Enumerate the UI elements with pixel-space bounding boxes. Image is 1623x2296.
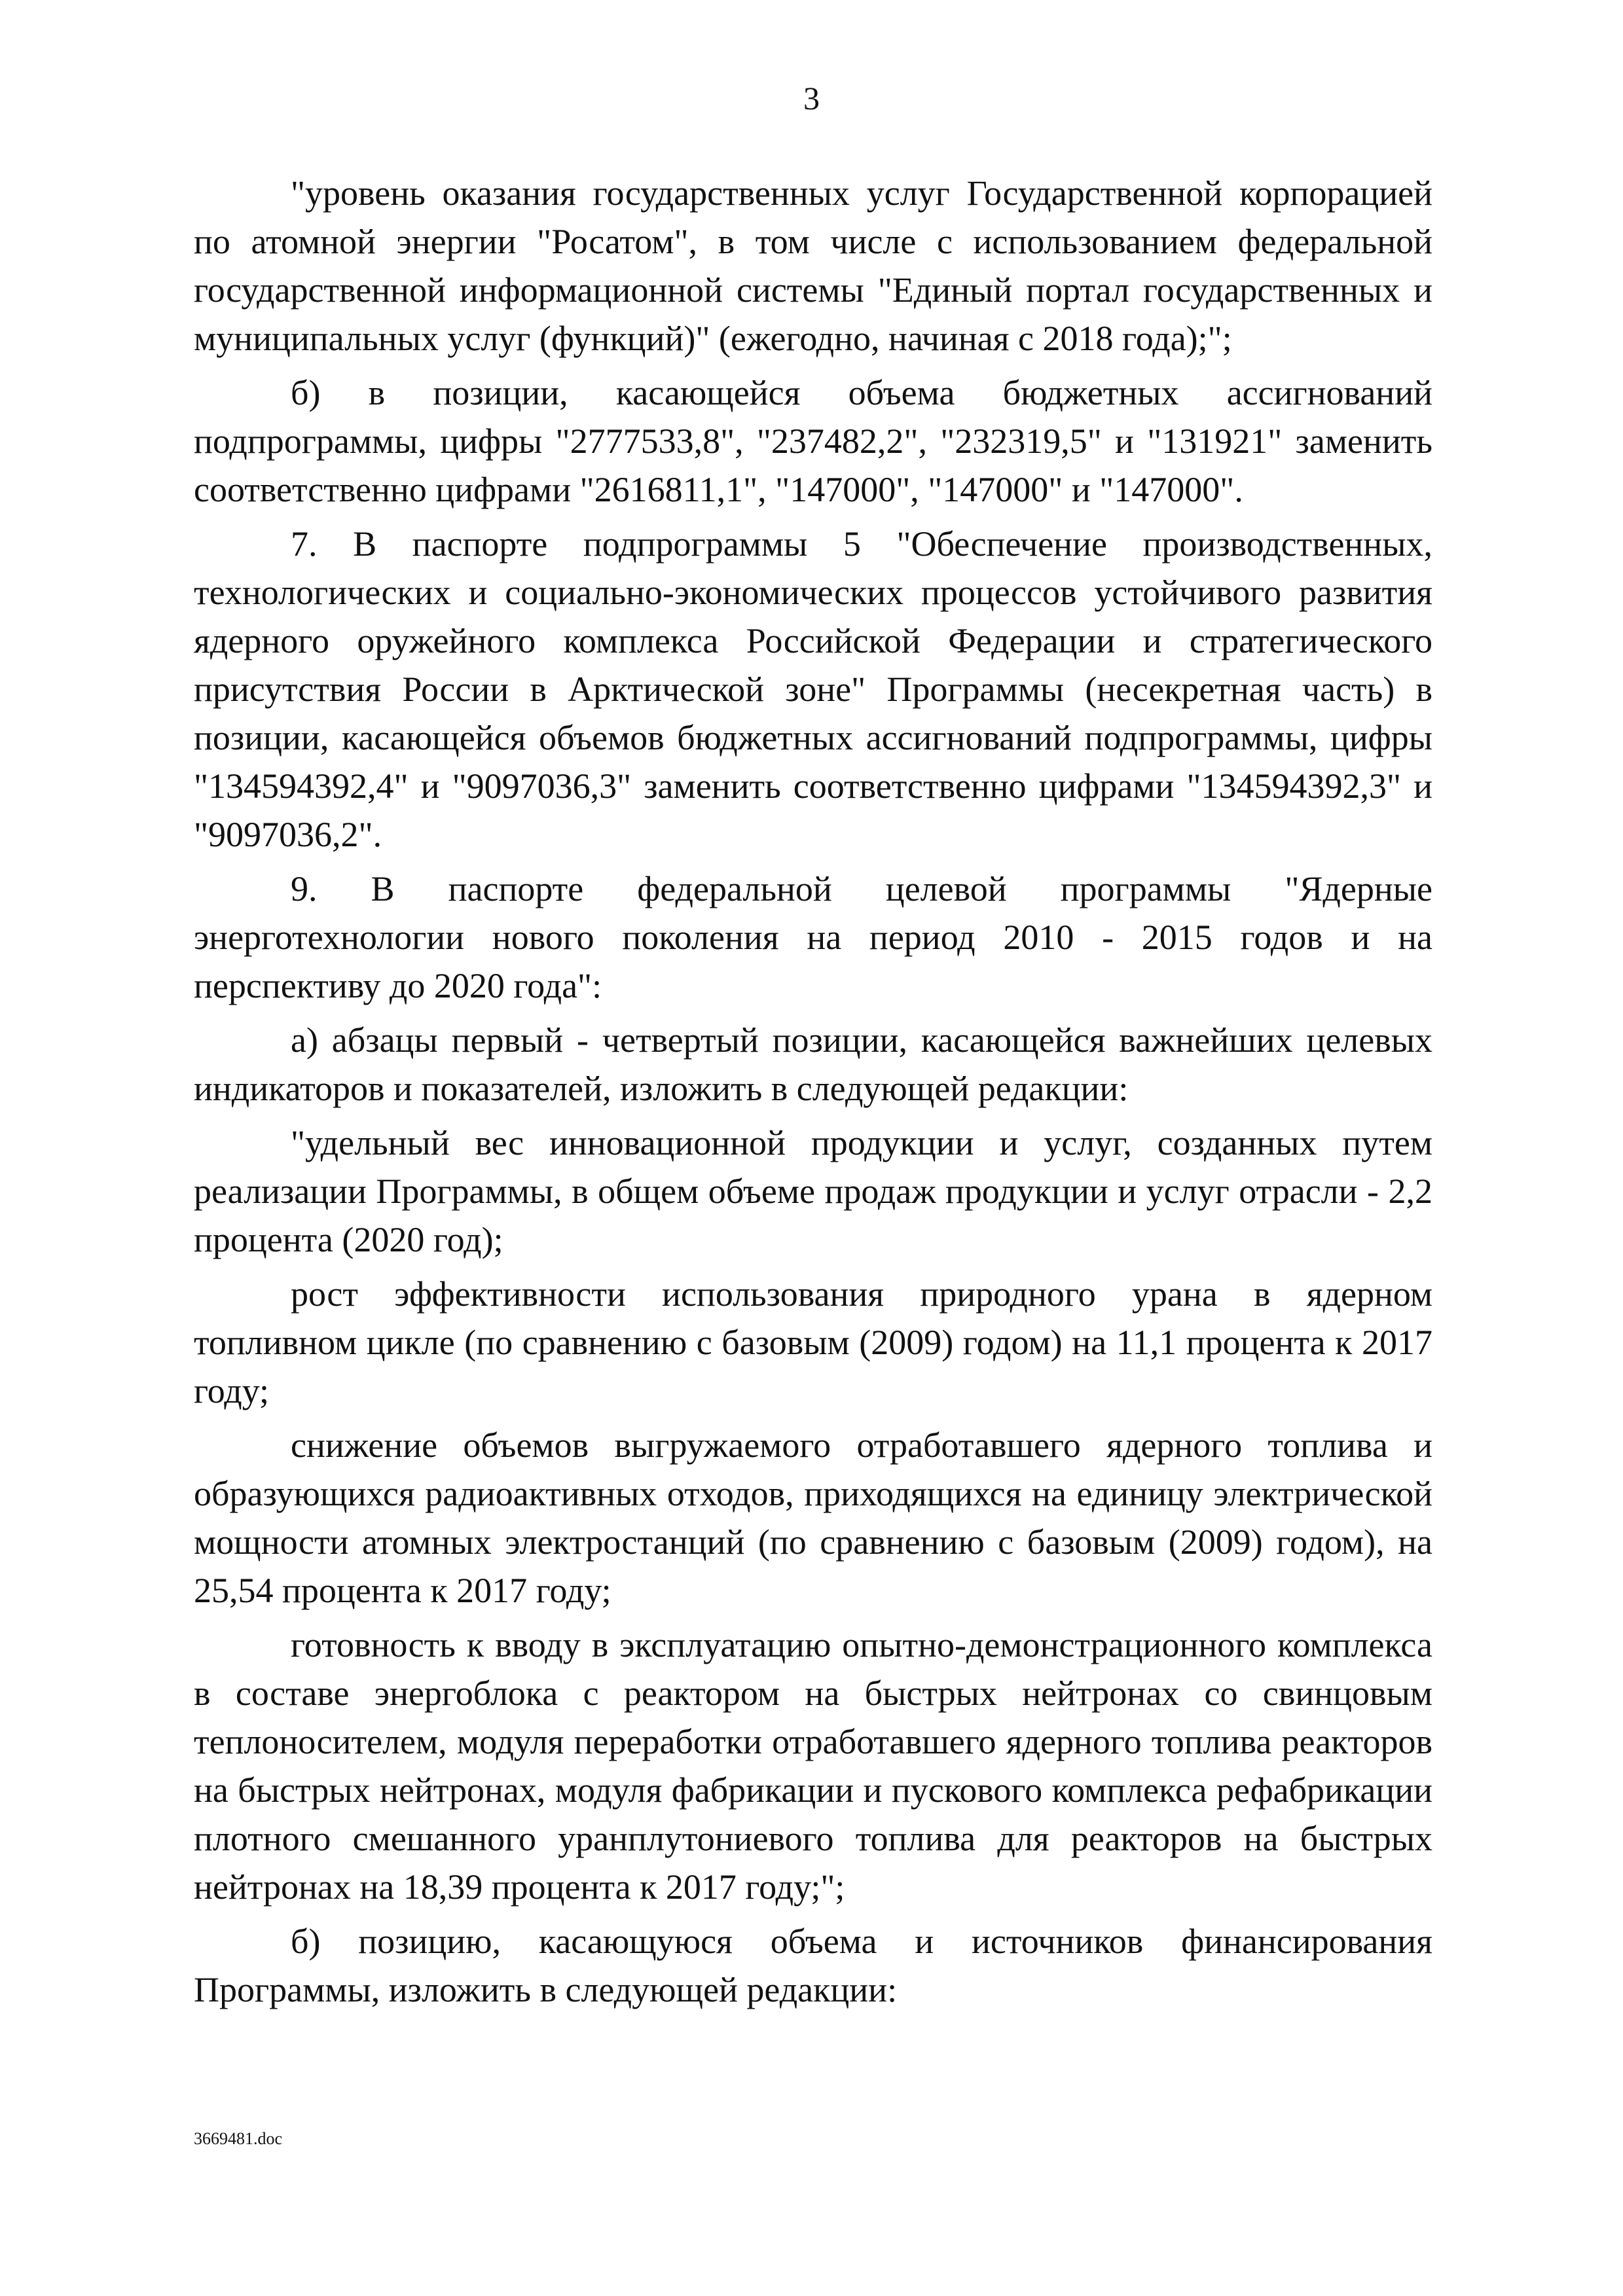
paragraph-1: "уровень оказания государственных услуг Государственной корпорацией по атомной энергии "Росатом", в том числе с использованием федеральной государственной информационной системы "Единый портал государственных и муниципальных услуг (функций)" (ежегодно, начиная с 2018 года);"; bbox=[194, 173, 1432, 358]
document-body bbox=[194, 169, 1432, 2020]
paragraph-10: б) позицию, касающуюся объема и источников финансирования Программы, изложить в следующей редакции: bbox=[194, 1922, 1432, 2009]
page-number: 3 bbox=[803, 80, 820, 117]
paragraph-6: "удельный вес инновационной продукции и услуг, созданных путем реализации Программы, в общем объеме продаж продукции и услуг отрасли - 2,2 процента (2020 год); bbox=[194, 1123, 1432, 1259]
paragraph-3: 7. В паспорте подпрограммы 5 "Обеспечение производственных, технологических и социально-экономических процессов устойчивого развития ядерного оружейного комплекса Российской Федерации и стратегического присутствия России в Арктической зоне" Программы (несекретная часть) в позиции, касающейся объемов бюджетных ассигнований подпрограммы, цифры "134594392,4" и "9097036,3" заменить соответственно цифрами "134594392,3" и "9097036,2". bbox=[194, 524, 1432, 854]
paragraph-9: готовность к вводу в эксплуатацию опытно-демонстрационного комплекса в составе энергоблока с реактором на быстрых нейтронах со свинцовым теплоносителем, модуля переработки отработавшего ядерного топлива реакторов на быстрых нейтронах, модуля фабрикации и пускового комплекса рефабрикации плотного смешанного уранплутониевого топлива для реакторов на быстрых нейтронах на 18,39 процента к 2017 году;"; bbox=[194, 1625, 1432, 1907]
paragraph-4: 9. В паспорте федеральной целевой программы "Ядерные энерготехнологии нового поколения на период 2010 - 2015 годов и на перспективу до 2020 года": bbox=[194, 869, 1432, 1005]
document-file-id: 3669481.doc bbox=[194, 2129, 283, 2148]
paragraph-8: снижение объемов выгружаемого отработавшего ядерного топлива и образующихся радиоактивных отходов, приходящихся на единицу электрической мощности атомных электростанций (по сравнению с базовым (2009) годом), на 25,54 процента к 2017 году; bbox=[194, 1426, 1432, 1610]
paragraph-7: рост эффективности использования природного урана в ядерном топливном цикле (по сравнению с базовым (2009) годом) на 11,1 процента к 2017 году; bbox=[194, 1274, 1432, 1410]
paragraph-2: б) в позиции, касающейся объема бюджетных ассигнований подпрограммы, цифры "2777533,8", "237482,2", "232319,5" и "131921" заменить соответственно цифрами "2616811,1", "147000", "147000" и "147000". bbox=[194, 373, 1432, 509]
paragraph-5: а) абзацы первый - четвертый позиции, касающейся важнейших целевых индикаторов и показателей, изложить в следующей редакции: bbox=[194, 1020, 1432, 1108]
